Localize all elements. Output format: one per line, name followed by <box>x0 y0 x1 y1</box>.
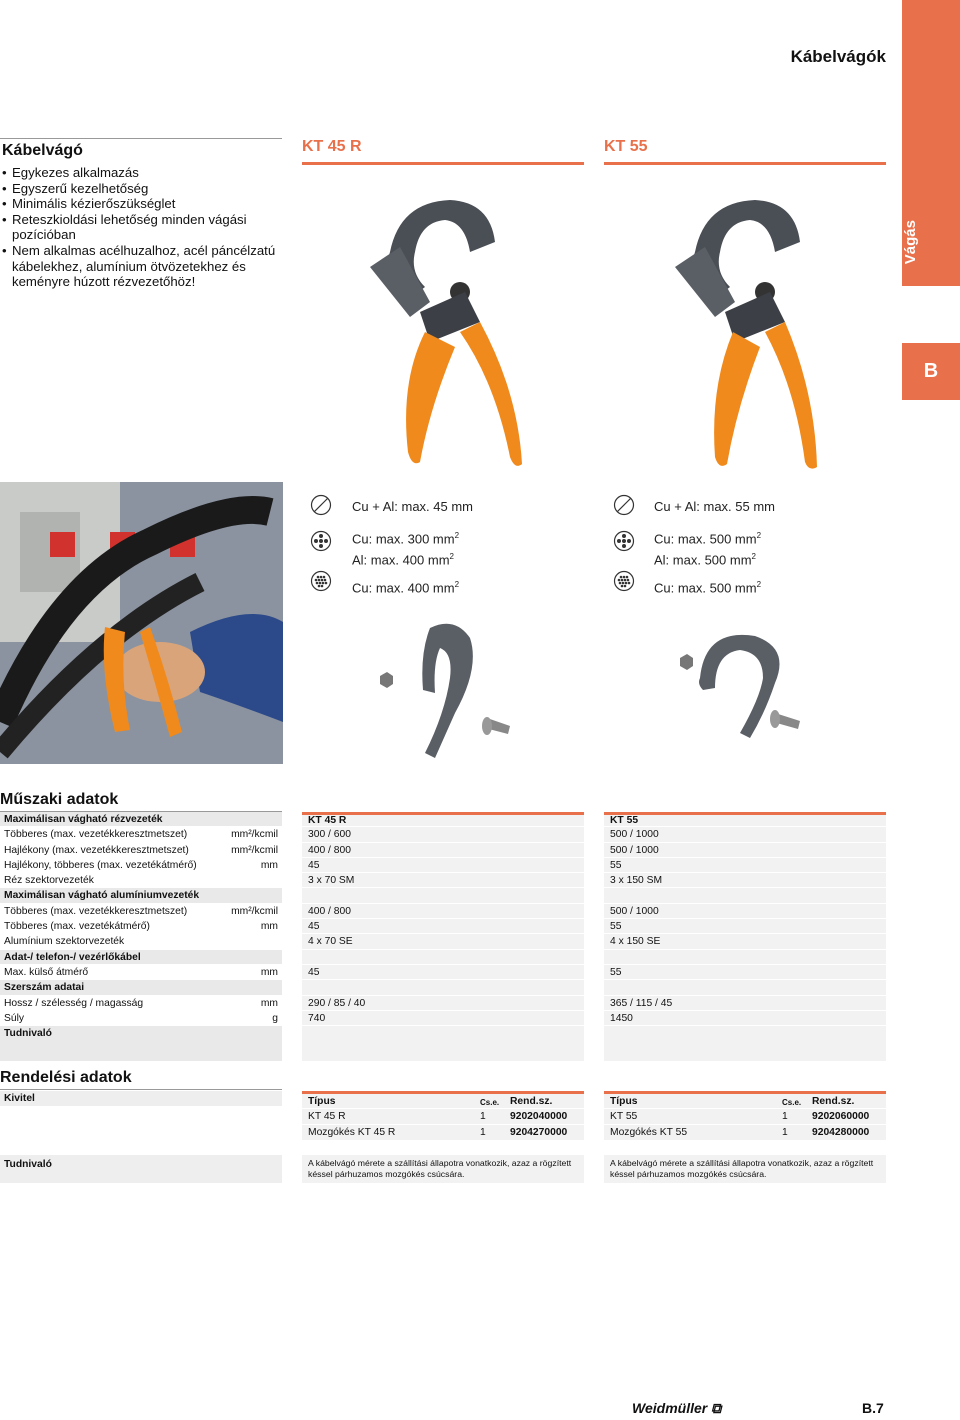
row-label: Adat-/ telefon-/ vezérlőkábel <box>4 951 141 963</box>
row-label: Maximálisan vágható rézvezeték <box>4 814 163 825</box>
fine-strand-conductor-icon <box>613 570 635 592</box>
row-label: Többeres (max. vezetékátmérő) <box>4 921 150 933</box>
table-row <box>0 996 890 1011</box>
order-row <box>302 1109 584 1125</box>
capacity-finestrand-kt45r <box>352 576 459 597</box>
spare-blade-kt55-image <box>675 618 825 763</box>
superscript: 2 <box>751 552 756 562</box>
kt45r-value: KT 45 R <box>302 812 584 827</box>
capacity-cu-value: Cu: max. 500 mm <box>654 580 757 596</box>
capacity-cuai-kt45r: Cu + Al: max. 45 mm <box>352 499 474 514</box>
tech-section-title: Műszaki adatok <box>0 791 282 812</box>
logo-mark-icon: ⧉ <box>711 1400 722 1416</box>
table-row <box>0 1026 890 1062</box>
feature-item: • Nem alkalmas acélhuzalhoz, acél páncélzatú kábelekhez, alumínium ötvözetekhez és keményre húzott rézvezetőhöz! <box>2 243 282 290</box>
row-unit: mm <box>260 966 278 978</box>
table-row <box>0 904 890 919</box>
row-label: Alumínium szektorvezeték <box>4 936 125 948</box>
order-type: Mozgókés KT 45 R <box>308 1127 396 1138</box>
kt45r-value: 400 / 800 <box>302 843 584 858</box>
multiwire-conductor-icon <box>613 530 635 552</box>
row-unit: mm <box>260 997 278 1009</box>
table-row <box>0 888 890 903</box>
kt55-value: 55 <box>604 919 886 934</box>
row-label: Súly <box>4 1012 25 1024</box>
order-table-kt45r <box>302 1091 584 1141</box>
intro-block <box>0 138 282 290</box>
chapter-tab <box>902 343 960 400</box>
kt55-value: 4 x 150 SE <box>604 934 886 949</box>
kt45r-value: 740 <box>302 1011 584 1026</box>
qty-header: Cs.e. <box>782 1098 802 1107</box>
kt55-value: 1450 <box>604 1011 886 1026</box>
row-label: Hajlékony, többeres (max. vezetékátmérő) <box>4 859 197 871</box>
chapter-tab-label: B <box>923 360 939 382</box>
kt55-value <box>604 888 886 903</box>
page-title: Kábelvágók <box>790 47 886 66</box>
kt45r-value: 400 / 800 <box>302 904 584 919</box>
row-label: Tudnivaló <box>4 1028 52 1040</box>
table-row <box>0 934 890 949</box>
row-unit: mm <box>260 921 278 933</box>
model-heading-kt55: KT 55 <box>604 138 886 165</box>
kt55-value <box>604 1026 886 1062</box>
capacity-cu-value: Cu: max. 500 mm <box>654 531 757 547</box>
kt55-value: 500 / 1000 <box>604 827 886 842</box>
feature-list <box>0 165 282 290</box>
kt45r-value: 300 / 600 <box>302 827 584 842</box>
order-number: 9202060000 <box>812 1111 870 1122</box>
row-label: Maximálisan vágható alumíniumvezeték <box>4 890 200 902</box>
order-number: 9202040000 <box>510 1111 568 1122</box>
table-row <box>0 827 890 842</box>
kt55-value: 55 <box>604 858 886 873</box>
variant-label: Kivitel <box>0 1091 282 1106</box>
note-kt45r: A kábelvágó mérete a szállítási állapotra vonatkozik, azaz a rögzített késsel párhuzamos mozgókés csúcsára. <box>302 1155 584 1183</box>
row-label: Hajlékony (max. vezetékkeresztmetszet) <box>4 844 189 856</box>
order-number: 9204280000 <box>812 1127 870 1138</box>
row-unit: mm²/kcmil <box>231 905 278 917</box>
capacity-multiwire-kt45r <box>352 527 459 570</box>
table-row <box>0 1011 890 1026</box>
kt45r-value: 3 x 70 SM <box>302 873 584 888</box>
spare-blade-kt45r-image <box>375 618 525 763</box>
row-unit: g <box>272 1012 278 1024</box>
kt45r-value <box>302 980 584 995</box>
kt55-value: 500 / 1000 <box>604 843 886 858</box>
kt45r-value <box>302 888 584 903</box>
superscript: 2 <box>454 580 460 589</box>
order-qty: 1 <box>782 1111 788 1122</box>
kt45r-value: 290 / 85 / 40 <box>302 996 584 1011</box>
table-row <box>0 950 890 965</box>
kt55-value: 3 x 150 SM <box>604 873 886 888</box>
order-qty: 1 <box>480 1111 486 1122</box>
order-header-row <box>604 1091 886 1109</box>
kt55-value: 500 / 1000 <box>604 904 886 919</box>
note-label: Tudnivaló <box>0 1155 282 1183</box>
kt45r-value <box>302 1026 584 1062</box>
brand-name: Weidmüller <box>632 1400 708 1416</box>
row-unit: mm²/kcmil <box>231 844 278 856</box>
note-kt55: A kábelvágó mérete a szállítási állapotra vonatkozik, azaz a rögzített késsel párhuzamos mozgókés csúcsára. <box>604 1155 886 1183</box>
row-unit: mm²/kcmil <box>231 829 278 841</box>
kt45r-value <box>302 950 584 965</box>
order-header-row <box>302 1091 584 1109</box>
order-section-title: Rendelési adatok <box>0 1069 282 1090</box>
order-table-kt55 <box>604 1091 886 1141</box>
capacity-cu-value: Cu: max. 300 mm <box>352 531 455 547</box>
brand-logo <box>632 1400 721 1417</box>
table-row <box>0 873 890 888</box>
capacity-cu-value: Cu: max. 400 mm <box>352 580 455 596</box>
table-row <box>0 843 890 858</box>
row-label: Hossz / szélesség / magasság <box>4 997 144 1009</box>
order-no-header: Rend.sz. <box>812 1096 855 1107</box>
row-label: Többeres (max. vezetékkeresztmetszet) <box>4 829 188 841</box>
row-label: Szerszám adatai <box>4 982 85 994</box>
feature-item: • Egyszerű kezelhetőség <box>2 181 282 197</box>
row-label: Réz szektorvezeték <box>4 875 94 887</box>
kt45r-value: 4 x 70 SE <box>302 934 584 949</box>
order-type: KT 55 <box>610 1111 638 1122</box>
type-header: Típus <box>610 1096 638 1107</box>
kt55-value <box>604 950 886 965</box>
capacity-al-value: Al: max. 400 mm <box>352 552 450 568</box>
usage-photo <box>0 482 283 764</box>
kt55-value: 55 <box>604 965 886 980</box>
superscript: 2 <box>449 552 454 562</box>
capacity-cuai-kt55: Cu + Al: max. 55 mm <box>654 499 776 514</box>
type-header: Típus <box>308 1096 336 1107</box>
order-qty: 1 <box>782 1127 788 1138</box>
feature-item: • Minimális kézierőszükséglet <box>2 196 282 212</box>
order-no-header: Rend.sz. <box>510 1096 553 1107</box>
fine-strand-conductor-icon <box>310 570 332 592</box>
row-unit: mm <box>260 859 278 871</box>
feature-item: • Reteszkioldási lehetőség minden vágási pozícióban <box>2 212 282 243</box>
table-row <box>0 919 890 934</box>
qty-header: Cs.e. <box>480 1098 500 1107</box>
model-heading-kt45r: KT 45 R <box>302 138 584 165</box>
section-tab <box>902 0 960 286</box>
order-number: 9204270000 <box>510 1127 568 1138</box>
intro-title: Kábelvágó <box>0 138 282 165</box>
kt55-value: 365 / 115 / 45 <box>604 996 886 1011</box>
table-row <box>0 980 890 995</box>
table-row <box>0 858 890 873</box>
order-type: KT 45 R <box>308 1111 346 1122</box>
cable-cutter-kt55-image <box>655 192 855 472</box>
cable-cutter-kt45r-image <box>350 192 550 472</box>
superscript: 2 <box>454 531 460 540</box>
capacity-multiwire-kt55 <box>654 527 761 570</box>
order-row <box>604 1109 886 1125</box>
tech-table <box>0 812 890 1062</box>
order-qty: 1 <box>480 1127 486 1138</box>
table-row <box>0 812 890 827</box>
superscript: 2 <box>756 580 762 589</box>
order-row <box>604 1125 886 1141</box>
row-label: Max. külső átmérő <box>4 966 89 978</box>
kt55-value <box>604 980 886 995</box>
multiwire-conductor-icon <box>310 530 332 552</box>
solid-conductor-icon <box>613 494 635 516</box>
usage-photo-graphic <box>0 482 283 764</box>
kt55-value: KT 55 <box>604 812 886 827</box>
solid-conductor-icon <box>310 494 332 516</box>
feature-item: • Egykezes alkalmazás <box>2 165 282 181</box>
superscript: 2 <box>756 531 762 540</box>
section-tab-label: Vágás <box>902 219 919 264</box>
kt45r-value: 45 <box>302 965 584 980</box>
capacity-al-value: Al: max. 500 mm <box>654 552 752 568</box>
row-label: Többeres (max. vezetékkeresztmetszet) <box>4 905 188 917</box>
table-row <box>0 965 890 980</box>
order-type: Mozgókés KT 55 <box>610 1127 688 1138</box>
kt45r-value: 45 <box>302 919 584 934</box>
capacity-finestrand-kt55 <box>654 576 761 597</box>
page-number: B.7 <box>862 1400 884 1416</box>
kt45r-value: 45 <box>302 858 584 873</box>
order-row <box>302 1125 584 1141</box>
